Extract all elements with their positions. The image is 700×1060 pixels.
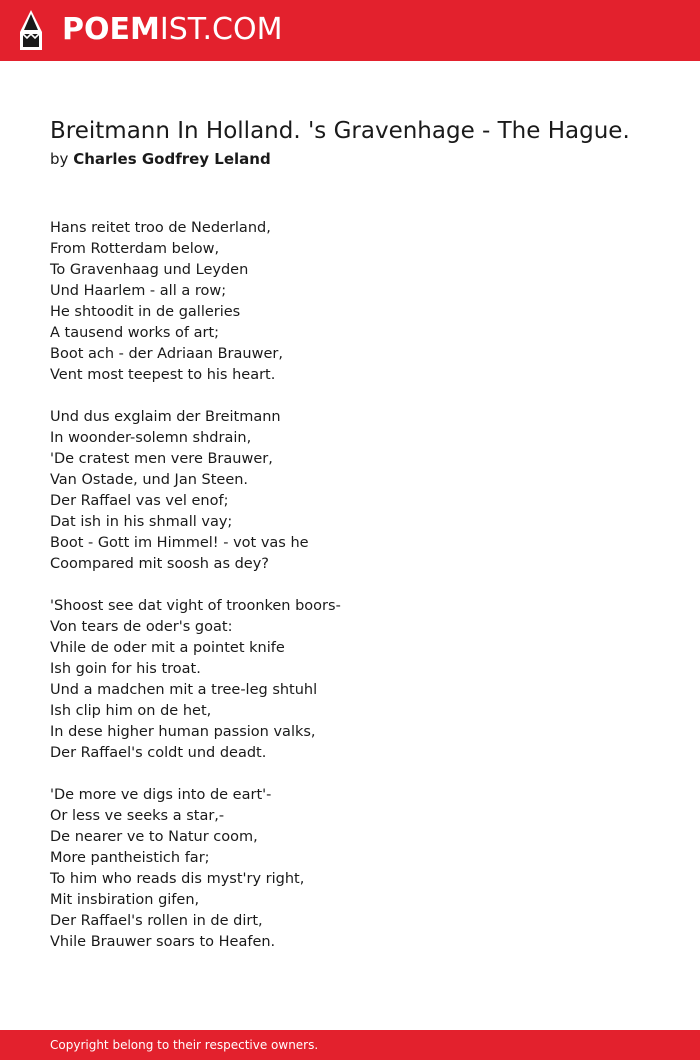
- poem-line: Der Raffael's coldt und deadt.: [50, 745, 267, 761]
- poem-line: From Rotterdam below,: [50, 241, 220, 257]
- poem-line: De nearer ve to Natur coom,: [50, 829, 258, 845]
- poem-line: He shtoodit in de galleries: [50, 304, 241, 320]
- copyright-text: Copyright belong to their respective owners.: [50, 1038, 319, 1052]
- byline-prefix: by: [50, 150, 69, 168]
- logo-bold-part: POEM: [62, 12, 160, 47]
- poem-line: In woonder-solemn shdrain,: [50, 430, 252, 446]
- poem-line: Coompared mit soosh as dey?: [50, 556, 270, 572]
- site-logo-text[interactable]: [62, 12, 282, 48]
- poem-line: Vhile Brauwer soars to Heafen.: [50, 934, 276, 950]
- stanza: [50, 218, 650, 386]
- poem-line: Vhile de oder mit a pointet knife: [50, 640, 285, 656]
- poem-line: Und a madchen mit a tree-leg shtuhl: [50, 682, 318, 698]
- poem-line: Von tears de oder's goat:: [50, 619, 233, 635]
- poem-line: To Gravenhaag und Leyden: [50, 262, 249, 278]
- poem-body: [50, 218, 650, 974]
- poem-line: Boot ach - der Adriaan Brauwer,: [50, 346, 283, 362]
- poem-line: Boot - Gott im Himmel! - vot vas he: [50, 535, 309, 551]
- stanza: [50, 407, 650, 575]
- poem-line: Ish goin for his troat.: [50, 661, 201, 677]
- poem-title: Breitmann In Holland. 's Gravenhage - The Hague.: [50, 118, 630, 144]
- poem-line: Van Ostade, und Jan Steen.: [50, 472, 249, 488]
- logo-light-part: IST.COM: [159, 12, 283, 47]
- site-header: [0, 0, 700, 61]
- site-footer: [0, 1030, 700, 1060]
- poem-line: Und Haarlem - all a row;: [50, 283, 227, 299]
- poem-line: Der Raffael's rollen in de dirt,: [50, 913, 263, 929]
- poem-line: Und dus exglaim der Breitmann: [50, 409, 281, 425]
- poem-line: Or less ve seeks a star,-: [50, 808, 225, 824]
- poem-line: Hans reitet troo de Nederland,: [50, 220, 271, 236]
- poem-line: 'Shoost see dat vight of troonken boors-: [50, 598, 341, 614]
- poem-line: Ish clip him on de het,: [50, 703, 212, 719]
- poem-line: A tausend works of art;: [50, 325, 220, 341]
- poem-line: Mit insbiration gifen,: [50, 892, 200, 908]
- poem-line: Vent most teepest to his heart.: [50, 367, 276, 383]
- byline: [50, 149, 271, 169]
- poem-line: To him who reads dis myst'ry right,: [50, 871, 305, 887]
- stanza: [50, 596, 650, 764]
- stanza: [50, 785, 650, 953]
- pencil-logo-icon[interactable]: [18, 10, 44, 52]
- poem-line: Der Raffael vas vel enof;: [50, 493, 229, 509]
- poem-line: More pantheistich far;: [50, 850, 210, 866]
- poem-line: In dese higher human passion valks,: [50, 724, 316, 740]
- poem-line: Dat ish in his shmall vay;: [50, 514, 233, 530]
- author-name: Charles Godfrey Leland: [73, 150, 271, 168]
- poem-line: 'De cratest men vere Brauwer,: [50, 451, 273, 467]
- poem-line: 'De more ve digs into de eart'-: [50, 787, 272, 803]
